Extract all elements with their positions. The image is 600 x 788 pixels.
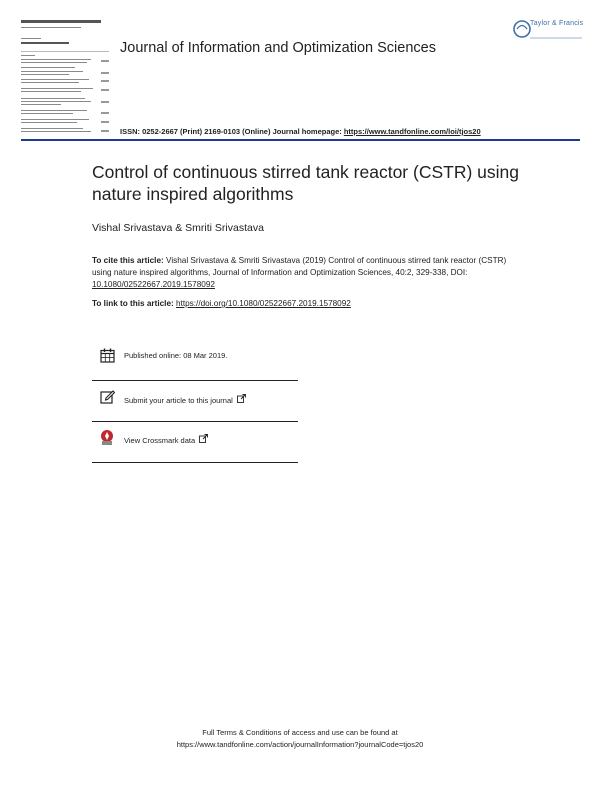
- published-date: Published online: 08 Mar 2019.: [124, 351, 228, 360]
- citation-block: [92, 255, 512, 292]
- article-doi-link[interactable]: https://doi.org/10.1080/02522667.2019.1578092: [176, 299, 351, 308]
- submit-article-link[interactable]: [124, 394, 246, 405]
- header-divider: [21, 139, 580, 141]
- crossmark-row[interactable]: [97, 429, 297, 459]
- citation-label: To cite this article:: [92, 256, 164, 265]
- issn-line: [120, 127, 481, 136]
- journal-cover-thumbnail: [21, 18, 111, 138]
- article-link-line: [92, 299, 351, 308]
- external-link-icon: [237, 394, 246, 403]
- crossmark-link[interactable]: [124, 434, 208, 445]
- article-title: Control of continuous stirred tank reactor (CSTR) using nature inspired algorithms: [92, 162, 519, 204]
- edit-icon: [100, 389, 115, 404]
- footer-terms-link[interactable]: https://www.tandfonline.com/action/journalInformation?journalCode=tjos20: [176, 739, 424, 749]
- meta-divider: [92, 421, 298, 422]
- calendar-icon: [100, 348, 115, 363]
- citation-text: Vishal Srivastava & Smriti Srivastava (2019) Control of continuous stirred tank reactor (CSTR) using nature inspired algorithms, Journal of Information and Optimization Sciences, 40:2, 329-338, DOI:: [92, 256, 507, 278]
- submit-article-row[interactable]: [97, 389, 297, 419]
- article-authors: Vishal Srivastava & Smriti Srivastava: [92, 222, 264, 234]
- journal-title: Journal of Information and Optimization Sciences: [120, 40, 436, 56]
- link-label: To link to this article:: [92, 299, 177, 308]
- meta-divider: [92, 462, 298, 463]
- crossmark-icon: [100, 429, 114, 446]
- published-row: [97, 346, 297, 376]
- footer-terms-text: Full Terms & Conditions of access and use can be found at: [202, 728, 398, 737]
- footer: [0, 727, 600, 750]
- meta-divider: [92, 380, 298, 381]
- journal-homepage-link[interactable]: https://www.tandfonline.com/loi/tjos20: [343, 127, 481, 136]
- external-link-icon: [199, 434, 208, 443]
- submit-article-label: Submit your article to this journal: [124, 396, 233, 405]
- issn-text: ISSN: 0252-2667 (Print) 2169-0103 (Online) Journal homepage:: [120, 127, 344, 136]
- crossmark-label: View Crossmark data: [124, 436, 196, 445]
- citation-doi-link[interactable]: 10.1080/02522667.2019.1578092: [92, 280, 215, 290]
- publisher-logo-text: Taylor & Francis: [530, 20, 584, 27]
